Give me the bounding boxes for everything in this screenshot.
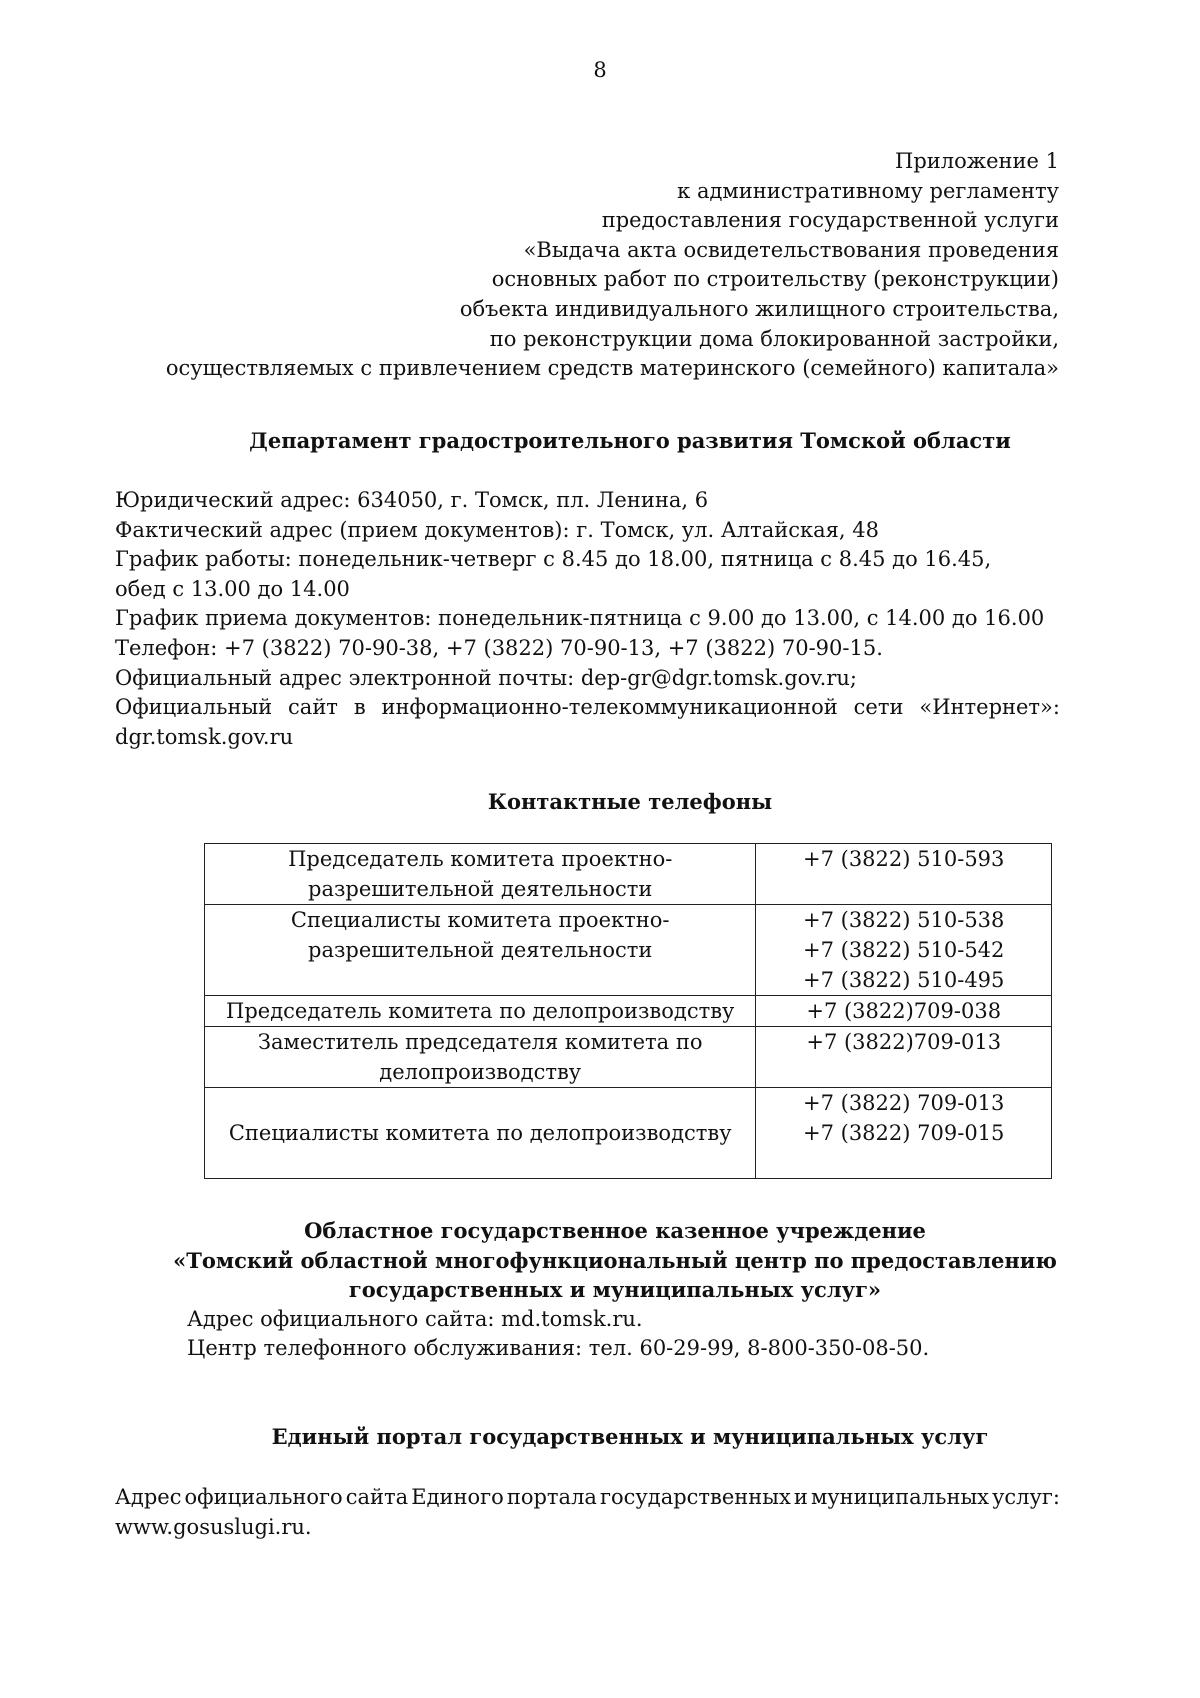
phones-cell — [756, 844, 1052, 905]
position-line: Председатель комитета по делопроизводству — [226, 999, 735, 1023]
website-word: сети — [853, 695, 904, 720]
portal-word: муниципальных — [810, 1485, 989, 1509]
position-line: Специалисты комитета проектно- — [290, 908, 670, 932]
phone-number: +7 (3822)709-038 — [806, 999, 1002, 1023]
position-line: Заместитель председателя комитета по — [257, 1030, 703, 1054]
appendix-header — [159, 147, 1059, 384]
table-row — [205, 905, 1052, 996]
portal-word: официального — [184, 1485, 343, 1509]
appendix-line: осуществляемых с привлечением средств материнского (семейного) капитала» — [165, 356, 1059, 381]
portal-word: Единого — [411, 1485, 504, 1509]
website-word: сайт — [288, 695, 338, 720]
phone-number: +7 (3822) 709-013 — [803, 1091, 1005, 1115]
contacts-heading: Контактные телефоны — [487, 789, 773, 814]
website-word: «Интернет»: — [919, 695, 1060, 720]
work-schedule: График работы: понедельник-четверг с 8.45 до 18.00, пятница с 8.45 до 16.45, — [115, 547, 992, 572]
phone-line: Телефон: +7 (3822) 70-90-38, +7 (3822) 70-90-13, +7 (3822) 70-90-15. — [115, 635, 883, 660]
website-url: dgr.tomsk.gov.ru — [115, 724, 294, 749]
portal-heading: Единый портал государственных и муниципальных услуг — [271, 1424, 989, 1449]
contacts-table — [204, 843, 1052, 1179]
appendix-line: к административному регламенту — [677, 178, 1059, 203]
phones-cell — [756, 996, 1052, 1027]
mfc-title-line: «Томский областной многофункциональный центр по предоставлению — [173, 1247, 1057, 1273]
position-line: разрешительной деятельности — [308, 938, 653, 962]
appendix-line: Приложение 1 — [895, 149, 1059, 173]
portal-info — [115, 1483, 1060, 1542]
position-cell — [205, 1088, 756, 1179]
phones-cell — [756, 905, 1052, 996]
portal-address-line — [115, 1483, 1060, 1513]
website-word: в — [353, 695, 366, 720]
website-word: информационно-телекоммуникационной — [381, 695, 838, 720]
appendix-line: основных работ по строительству (реконструкции) — [491, 267, 1059, 292]
page-number: 8 — [593, 58, 607, 82]
position-line: Председатель комитета проектно- — [288, 847, 673, 871]
position-line: разрешительной деятельности — [308, 877, 653, 901]
mfc-title-line: государственных и муниципальных услуг» — [348, 1277, 882, 1303]
portal-word: Адрес — [115, 1485, 182, 1509]
website-line — [115, 693, 1060, 723]
email-line: Официальный адрес электронной почты: dep-gr@dgr.tomsk.gov.ru; — [115, 665, 857, 690]
phone-number: +7 (3822) 510-538 — [803, 908, 1005, 932]
phones-cell — [756, 1088, 1052, 1179]
position-line: делопроизводству — [379, 1060, 582, 1084]
website-word: Официальный — [115, 695, 273, 720]
mfc-section — [0, 1216, 1200, 1364]
table-row — [205, 1088, 1052, 1179]
portal-word: портала — [506, 1485, 597, 1509]
department-info — [115, 486, 1060, 752]
table-row — [205, 1027, 1052, 1088]
portal-word: и — [793, 1485, 808, 1509]
mfc-site: Адрес официального сайта: md.tomsk.ru. — [187, 1306, 643, 1331]
position-cell — [205, 905, 756, 996]
mfc-info — [187, 1305, 1200, 1364]
mfc-title-line: Областное государственное казенное учреждение — [304, 1218, 926, 1243]
phone-number: +7 (3822) 510-495 — [803, 968, 1005, 992]
phone-number: +7 (3822) 709-015 — [803, 1121, 1005, 1145]
portal-word: сайта — [345, 1485, 409, 1509]
lunch-break: обед с 13.00 до 14.00 — [115, 576, 350, 601]
appendix-line: предоставления государственной услуги — [601, 208, 1059, 233]
position-line: Специалисты комитета по делопроизводству — [228, 1121, 732, 1145]
mfc-title — [0, 1216, 1200, 1305]
legal-address: Юридический адрес: 634050, г. Томск, пл. Ленина, 6 — [115, 488, 709, 512]
department-heading: Департамент градостроительного развития Томской области — [249, 428, 1011, 453]
appendix-line: объекта индивидуального жилищного строительства, — [459, 296, 1059, 321]
position-cell — [205, 844, 756, 905]
position-cell — [205, 1027, 756, 1088]
portal-word: услуг: — [992, 1485, 1060, 1509]
mfc-phone: Центр телефонного обслуживания: тел. 60-29-99, 8-800-350-08-50. — [187, 1336, 930, 1361]
appendix-line: «Выдача акта освидетельствования проведения — [523, 237, 1059, 262]
portal-word: государственных — [600, 1485, 791, 1509]
phone-number: +7 (3822) 510-593 — [803, 847, 1005, 871]
actual-address: Фактический адрес (прием документов): г. Томск, ул. Алтайская, 48 — [115, 517, 879, 542]
appendix-line: по реконструкции дома блокированной застройки, — [489, 326, 1059, 351]
portal-url: www.gosuslugi.ru. — [115, 1514, 312, 1539]
reception-schedule: График приема документов: понедельник-пятница с 9.00 до 13.00, с 14.00 до 16.00 — [115, 606, 1045, 631]
table-row — [205, 996, 1052, 1027]
position-cell — [205, 996, 756, 1027]
phone-number: +7 (3822)709-013 — [806, 1030, 1002, 1054]
phones-cell — [756, 1027, 1052, 1088]
phone-number: +7 (3822) 510-542 — [803, 938, 1005, 962]
table-row — [205, 844, 1052, 905]
